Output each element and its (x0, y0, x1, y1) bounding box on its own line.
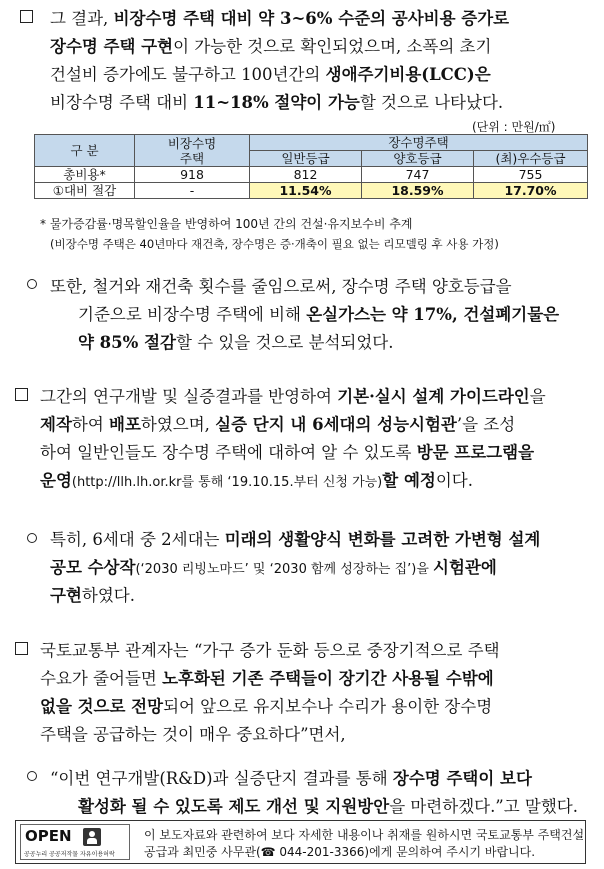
text: 하였으며, (140, 415, 216, 434)
logo-subtext: 공공누리 공공저작물 자유이용허락 (24, 851, 115, 858)
emphasis: 비장수명 주택 대비 약 3~6% 수준의 공사비용 증가로 (113, 9, 510, 28)
header-non-long-life: 비장수명 주택 (135, 135, 250, 167)
emphasis: 제작 (40, 415, 72, 434)
text: ’을 조성 (456, 415, 516, 434)
header-category: 구 분 (35, 135, 135, 167)
contact-text (144, 827, 584, 861)
emphasis: 운영 (40, 471, 72, 490)
cell: 747 (362, 167, 474, 183)
emphasis: 미래의 생활양식 변화를 고려한 가변형 설계 (224, 530, 541, 549)
text: “이번 연구개발(R&D)과 실증단지 결과를 통해 (50, 769, 393, 788)
text: 할 수 있을 것으로 분석되었다. (175, 333, 394, 352)
text: 국토교통부 관계자는 “가구 증가 둔화 등으로 중장기적으로 주택 (40, 641, 500, 660)
text: 기준으로 비장수명 주택에 비해 (78, 305, 307, 324)
emphasis: 실증 단지 내 6세대의 성능시험관 (215, 415, 457, 434)
text: 할 것으로 나타났다. (359, 93, 504, 112)
paragraph-square-bullet (15, 642, 28, 655)
emphasis: 생애주기비용(LCC)은 (325, 65, 491, 84)
emphasis: 장수명 주택 구현 (50, 37, 174, 56)
emphasis: 기본·실시 설계 가이드라인 (337, 387, 530, 406)
text: 이다. (435, 471, 473, 490)
text: 하여 일반인들도 장수명 주택에 대하여 알 수 있도록 (40, 443, 417, 462)
cell: 11.54% (250, 183, 362, 199)
emphasis: 구현 (50, 586, 82, 605)
paragraph-circle-bullet (27, 771, 37, 781)
emphasis: 11~18% 절약이 가능 (193, 93, 360, 112)
person-icon (83, 828, 101, 846)
program-link-text: (http://llh.lh.or.kr를 통해 ‘19.10.15.부터 신청 가능) (71, 475, 383, 490)
text: 주택을 공급하는 것이 매우 중요하다”면서, (40, 725, 346, 744)
emphasis: 배포 (109, 415, 141, 434)
open-license-logo (20, 824, 130, 860)
text: 되어 앞으로 유지보수나 수리가 용이한 장수명 (163, 697, 493, 716)
text: 수요가 줄어들면 (40, 669, 163, 688)
paragraph-square-bullet (20, 10, 33, 23)
header-good-grade: 양호등급 (362, 151, 474, 167)
header-long-life: 장수명주택 (250, 135, 588, 151)
emphasis: 방문 프로그램을 (416, 443, 535, 462)
lcc-cost-table (34, 134, 588, 199)
paragraph-circle-bullet (27, 533, 37, 543)
text: (‘2030 리빙노마드’ 및 ‘2030 함께 성장하는 집’)을 (135, 562, 434, 577)
text: 그 결과, (50, 9, 114, 28)
contact-footer (15, 820, 586, 864)
cell: 755 (474, 167, 588, 183)
cell: - (135, 183, 250, 199)
text: 비장수명 주택 대비 (50, 93, 194, 112)
paragraph-square-bullet (15, 388, 28, 401)
text: 을 (529, 387, 546, 406)
text: 이 가능한 것으로 확인되었으며, 소폭의 초기 (173, 37, 492, 56)
table-row (35, 167, 588, 183)
footnote-2: (비장수명 주택은 40년마다 재건축, 장수명은 증·개축이 필요 없는 리모델링 후 사용 가정) (50, 237, 499, 251)
cell: 18.59% (362, 183, 474, 199)
contact-line: 이 보도자료와 관련하여 보다 자세한 내용이나 취재를 원하시면 국토교통부 주택건설 (144, 828, 585, 842)
emphasis: 할 예정 (382, 471, 436, 490)
paragraph-circle-bullet (27, 279, 37, 289)
emphasis: 공모 수상작 (50, 558, 136, 577)
emphasis: 활성화 될 수 있도록 제도 개선 및 지원방안 (78, 797, 390, 816)
cell: 918 (135, 167, 250, 183)
header-best-grade: (최)우수등급 (474, 151, 588, 167)
contact-line: 공급과 최민중 사무관(☎ 044-201-3366)에게 문의하여 주시기 바랍니다. (144, 845, 536, 859)
unit-label: (단위 : 만원/㎡) (472, 120, 556, 134)
cell: 812 (250, 167, 362, 183)
table-row (35, 183, 588, 199)
text: 하여 (71, 415, 110, 434)
logo-text: OPEN (25, 827, 72, 845)
footnote-1: * 물가증감률·명목할인율을 반영하여 100년 간의 건설·유지보수비 추계 (40, 217, 413, 231)
emphasis: 시험관에 (433, 558, 497, 577)
text: 그간의 연구개발 및 실증결과를 반영하여 (40, 387, 338, 406)
row-label: ①대비 절감 (35, 183, 135, 199)
emphasis: 장수명 주택이 보다 (392, 769, 532, 788)
row-label: 총비용* (35, 167, 135, 183)
emphasis: 노후화된 기존 주택들이 장기간 사용될 수밖에 (162, 669, 494, 688)
text: 을 마련하겠다.”고 말했다. (389, 797, 578, 816)
text: 건설비 증가에도 불구하고 100년간의 (50, 65, 326, 84)
cell: 17.70% (474, 183, 588, 199)
emphasis: 온실가스는 약 17%, 건설폐기물은 (306, 305, 560, 324)
text: 또한, 철거와 재건축 횟수를 줄임으로써, 장수명 주택 양호등급을 (50, 277, 512, 296)
emphasis: 약 85% 절감 (78, 333, 176, 352)
header-general-grade: 일반등급 (250, 151, 362, 167)
text: 하였다. (81, 586, 135, 605)
emphasis: 없을 것으로 전망 (40, 697, 164, 716)
text: 특히, 6세대 중 2세대는 (50, 530, 225, 549)
